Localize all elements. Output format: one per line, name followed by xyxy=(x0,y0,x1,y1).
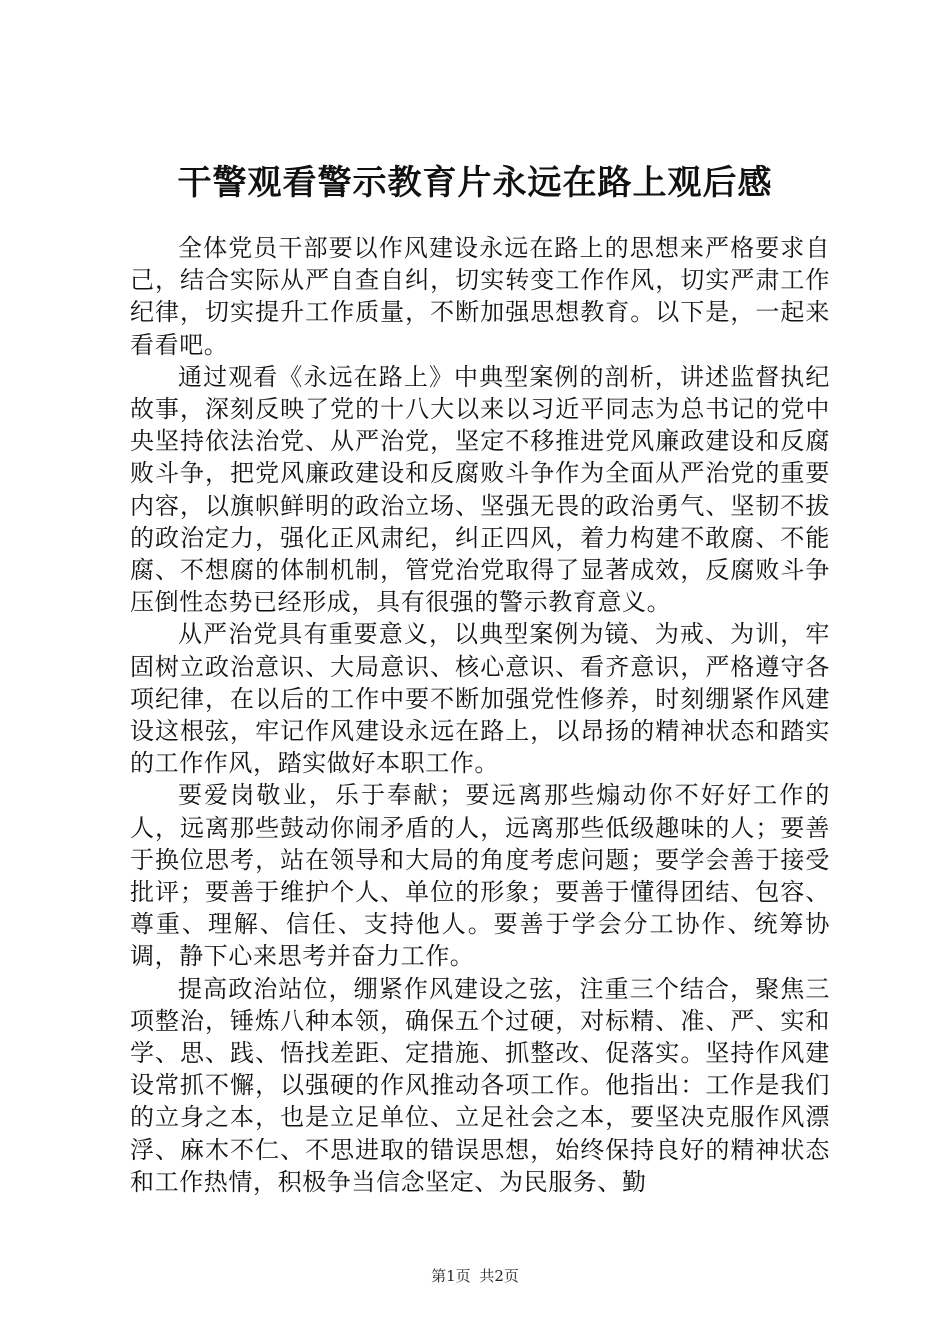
paragraph-2: 通过观看《永远在路上》中典型案例的剖析，讲述监督执纪故事，深刻反映了党的十八大以来以习近平同志为总书记的党中央坚持依法治党、从严治党，坚定不移推进党风廉政建设和反腐败斗争，把党风廉政建设和反腐败斗争作为全面从严治党的重要内容，以旗帜鲜明的政治立场、坚强无畏的政治勇气、坚韧不拔的政治定力，强化正风肃纪，纠正四风，着力构建不敢腐、不能腐、不想腐的体制机制，管党治党取得了显著成效，反腐败斗争压倒性态势已经形成，具有很强的警示教育意义。 xyxy=(130,362,830,617)
total-pages: 共2页 xyxy=(479,1267,519,1285)
paragraph-4: 要爱岗敬业，乐于奉献；要远离那些煽动你不好好工作的人，远离那些鼓动你闹矛盾的人，远离那些低级趣味的人；要善于换位思考，站在领导和大局的角度考虑问题；要学会善于接受批评；要善于维护个人、单位的形象；要善于懂得团结、包容、尊重、理解、信任、支持他人。要善于学会分工协作、统筹协调，静下心来思考并奋力工作。 xyxy=(130,781,830,971)
page-number: 第1页 xyxy=(431,1267,471,1285)
paragraph-3: 从严治党具有重要意义，以典型案例为镜、为戒、为训，牢固树立政治意识、大局意识、核心意识、看齐意识，严格遵守各项纪律，在以后的工作中要不断加强党性修养，时刻绷紧作风建设这根弦，牢记作风建设永远在路上，以昂扬的精神状态和踏实的工作作风，踏实做好本职工作。 xyxy=(130,620,830,778)
paragraph-1: 全体党员干部要以作风建设永远在路上的思想来严格要求自己，结合实际从严自查自纠，切实转变工作作风，切实严肃工作纪律，切实提升工作质量，不断加强思想教育。以下是，一起来看看吧。 xyxy=(130,234,830,359)
document-title: 干警观看警示教育片永远在路上观后感 xyxy=(177,163,773,203)
document-body xyxy=(130,232,830,1198)
paragraph-5: 提高政治站位，绷紧作风建设之弦，注重三个结合，聚焦三项整治，锤炼八种本领，确保五个过硬，对标精、准、严、实和学、思、践、悟找差距、定措施、抓整改、促落实。坚持作风建设常抓不懈，以强硬的作风推动各项工作。他指出：工作是我们的立身之本，也是立足单位、立足社会之本，要坚决克服作风漂浮、麻木不仁、不思进取的错误思想，始终保持良好的精神状态和工作热情，积极争当信念坚定、为民服务、勤 xyxy=(130,974,830,1196)
page-footer xyxy=(0,1266,950,1286)
